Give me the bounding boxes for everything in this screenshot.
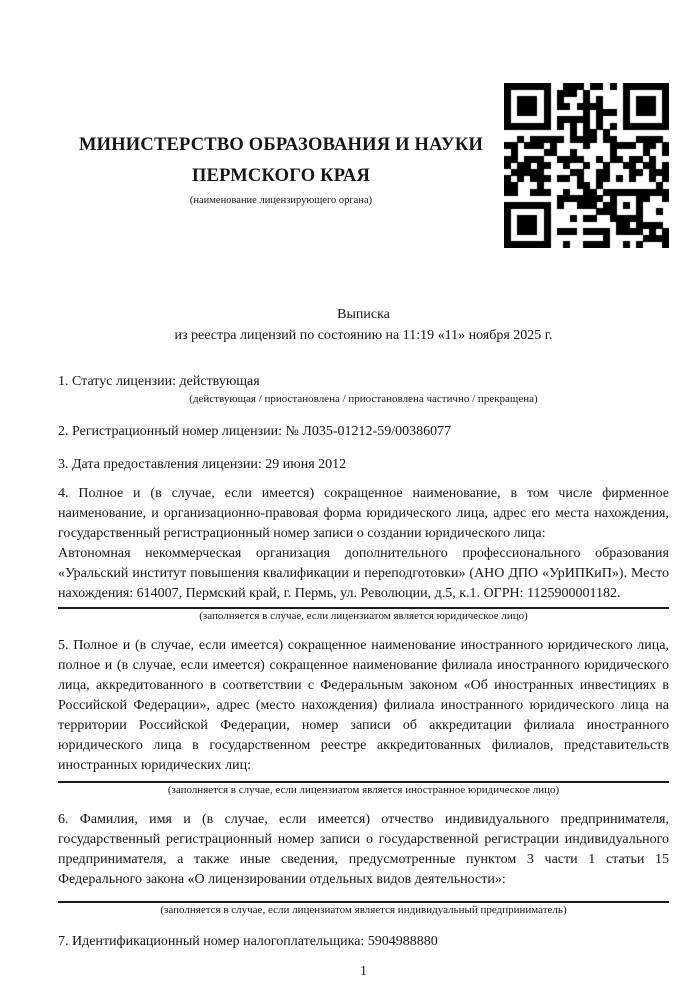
ministry-subtitle: (наименование лицензирующего органа) <box>189 195 373 206</box>
item-text: 3. Дата предоставления лицензии: 29 июня 2012 <box>58 457 347 472</box>
item-text: 7. Идентификационный номер налогоплательщика: 5904988880 <box>58 934 438 949</box>
item-note: (заполняется в случае, если лицензиатом является иностранное юридическое лицо) <box>167 784 560 796</box>
extract-title-block <box>58 304 669 346</box>
document-header <box>58 83 669 248</box>
item-registration-number <box>58 422 669 442</box>
item-note: (заполняется в случае, если лицензиатом является индивидуальный предприниматель) <box>160 904 567 916</box>
item-foreign-entity <box>58 636 669 798</box>
ministry-name-line2: ПЕРМСКОГО КРАЯ <box>191 166 371 186</box>
item-value: Автономная некоммерческая организация дополнительного профессионального образования «Уральский институт повышения квалификации и переподготовки» (АНО ДПО «УрИПКиП»). Место нахождения: 614007, Пермский край, г. Пермь, ул. Революции, д.5, к.1. ОГРН: 1125900001182. <box>58 546 669 601</box>
item-note: (заполняется в случае, если лицензиатом является юридическое лицо) <box>199 610 528 622</box>
item-text: 1. Статус лицензии: действующая <box>58 374 260 389</box>
extract-subtitle: из реестра лицензий по состоянию на 11:19 «11» ноября 2025 г. <box>174 328 553 343</box>
qr-code <box>504 83 669 248</box>
page-number: 1 <box>360 964 367 979</box>
extract-title: Выписка <box>337 307 390 322</box>
item-text: 2. Регистрационный номер лицензии: № Л035-01212-59/00386077 <box>58 424 452 439</box>
qr-code-canvas <box>504 83 669 248</box>
item-note: (действующая / приостановлена / приостановлена частично / прекращена) <box>189 393 538 405</box>
item-taxpayer-number <box>58 932 669 952</box>
item-license-status <box>58 372 669 407</box>
item-text: 6. Фамилия, имя и (в случае, если имеется) отчество индивидуального предпринимателя, государственный регистрационный номер записи о государственной регистрации индивидуального предпринимателя, а также иные сведения, предусмотренные пунктом 3 части 1 статьи 15 Федерального закона «О лицензировании отдельных видов деятельности»: <box>58 812 669 887</box>
item-license-date <box>58 455 669 475</box>
item-legal-entity <box>58 484 669 624</box>
item-text: 4. Полное и (в случае, если имеется) сокращенное наименование, в том числе фирменное наименование, и организационно-правовая форма юридического лица, адрес его места нахождения, государственный регистрационный номер записи о создании юридического лица: <box>58 486 669 541</box>
ministry-name-line1: МИНИСТЕРСТВО ОБРАЗОВАНИЯ И НАУКИ <box>78 135 484 155</box>
item-individual-entrepreneur <box>58 810 669 918</box>
ministry-name <box>58 130 504 192</box>
item-text: 5. Полное и (в случае, если имеется) сокращенное наименование иностранного юридического лица, полное и (в случае, если имеется) сокращенное наименование филиала иностранного юридического лица, аккредитованного в соответствии с Федеральным законом «Об иностранных инвестициях в Российской Федерации», адрес (место нахождения) филиала иностранного юридического лица на территории Российской Федерации, номер записи об аккредитации филиала иностранного юридического лица в государственном реестре аккредитованных филиалов, представительств иностранных юридических лиц: <box>58 638 669 773</box>
licensing-authority-block <box>58 83 504 207</box>
